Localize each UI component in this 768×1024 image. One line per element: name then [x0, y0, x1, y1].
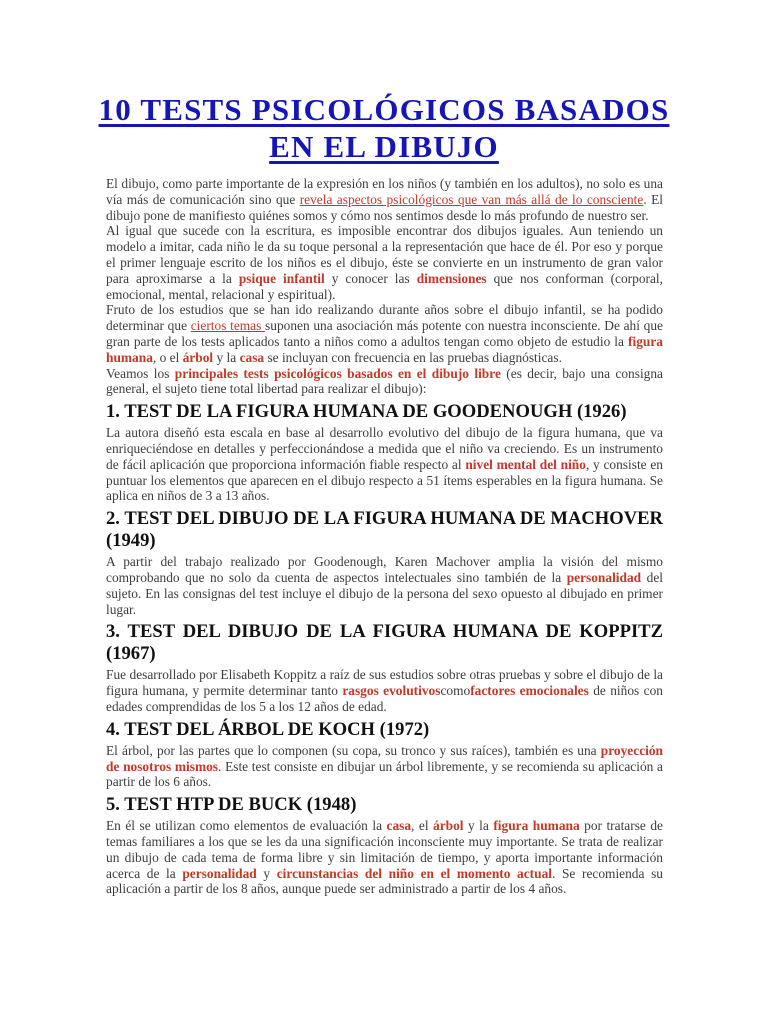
- text: . Se recomienda su aplicación a partir de los 8 años, aunque puede ser administrado a partir de los 4 años.: [106, 865, 663, 897]
- keyword-casa: casa: [239, 349, 265, 365]
- text: . Este test consiste en dibujar un árbol libremente, y se recomienda su aplicación a partir de los 6 años.: [106, 758, 663, 790]
- section-paragraph-4: [106, 743, 663, 790]
- keyword-principales-tests: principales tests psicológicos basados en el dibujo libre: [174, 365, 501, 381]
- text: y la: [463, 818, 494, 834]
- text: por tratarse de temas familiares a los que se les da una significación inconsciente muy importante. Se trata de realizar un dibujo de cada tema de forma libre y sin limitación de tiempo, y aporta importante información acerca de la: [106, 818, 663, 881]
- keyword-arbol: árbol: [182, 349, 214, 365]
- intro-paragraph-1: [106, 176, 663, 223]
- keyword-casa: casa: [386, 818, 412, 834]
- text: Fue desarrollado por Elisabeth Koppitz a raíz de sus estudios sobre otras pruebas y sobre el dibujo de la figura humana, y permite determinar tanto: [106, 667, 663, 699]
- intro-paragraph-2: [106, 223, 663, 302]
- intro-paragraph-4: [106, 366, 663, 398]
- text: del sujeto. En las consignas del test incluye el dibujo de la persona del sexo opuesto al dibujado en primer lugar.: [106, 569, 663, 617]
- text: de niños con edades comprendidas de los 5 a los 12 años de edad.: [106, 683, 663, 714]
- link-ciertos-temas[interactable]: ciertos temas: [190, 318, 266, 334]
- text: En él se utilizan como elementos de evaluación la: [106, 818, 387, 834]
- text: La autora diseñó esta escala en base al desarrollo evolutivo del dibujo de la figura humana, que va enriqueciéndose en detalles y perfeccionándose a medida que el niño va creciendo. Es un instrumento de fácil aplicación que proporciona información fiable respecto al: [106, 425, 663, 472]
- section-heading-1: 1. TEST DE LA FIGURA HUMANA DE GOODENOUGH (1926): [106, 401, 627, 423]
- text: suponen una asociación más potente con nuestra inconsciente. De ahí que gran parte de los tests aplicados tanto a niños como a adultos tengan como objeto de estudio la: [106, 318, 663, 349]
- text: A partir del trabajo realizado por Goodenough, Karen Machover amplia la visión del mismo comprobando que no solo da cuenta de aspectos intelectuales sino también de la: [106, 554, 663, 585]
- title-link-line2[interactable]: EN EL DIBUJO: [269, 129, 499, 164]
- keyword-circunstancias: circunstancias del niño en el momento actual: [276, 865, 553, 881]
- article-body: [106, 176, 663, 897]
- text: , el: [411, 818, 434, 834]
- text: que nos conforman (corporal, emocional, mental, relacional y espiritual).: [106, 270, 663, 302]
- text: Al igual que sucede con la escritura, es imposible encontrar dos dibujos iguales. Aun teniendo un modelo a imitar, cada niño le da su toque personal a la representación que hace de él. Por eso y porque el primer lenguaje escrito de los niños es el dibujo, éste se convierte en un instrumento de gran valor para aproximarse a la: [106, 223, 663, 286]
- keyword-rasgos-evolutivos: rasgos evolutivos: [342, 683, 441, 699]
- intro-paragraph-3: [106, 302, 663, 365]
- keyword-psique-infantil: psique infantil: [238, 270, 325, 286]
- link-revela-aspectos[interactable]: revela aspectos psicológicos que van más allá de lo consciente: [299, 191, 644, 207]
- keyword-proyeccion: proyección de nosotros mismos: [106, 742, 663, 774]
- section-heading-3: 3. TEST DEL DIBUJO DE LA FIGURA HUMANA DE KOPPITZ (1967): [106, 621, 663, 665]
- keyword-figura-humana: figura humana: [493, 818, 580, 834]
- section-paragraph-3: [106, 667, 663, 714]
- text: y conocer las: [324, 270, 417, 286]
- text: se incluyan con frecuencia en las pruebas diagnósticas.: [264, 349, 562, 365]
- section-heading-2: 2. TEST DEL DIBUJO DE LA FIGURA HUMANA DE MACHOVER (1949): [106, 508, 663, 552]
- section-paragraph-5: [106, 818, 663, 897]
- section-paragraph-1: [106, 425, 663, 504]
- text: (es decir, bajo una consigna general, el sujeto tiene total libertad para realizar el dibujo):: [106, 365, 663, 397]
- text: y: [256, 865, 277, 881]
- keyword-factores-emocionales: factores emocionales: [470, 683, 589, 699]
- section-paragraph-2: [106, 554, 663, 617]
- keyword-figura-humana: figura humana: [106, 333, 663, 365]
- section-heading-4: 4. TEST DEL ÁRBOL DE KOCH (1972): [106, 718, 430, 740]
- text: como: [440, 683, 471, 699]
- text: , y consiste en puntuar los elementos que aparecen en el dibujo respecto a 51 ítems esperables en la figura humana. Se aplica en niños de 3 a 13 años.: [106, 456, 663, 504]
- section-heading-5: 5. TEST HTP DE BUCK (1948): [106, 794, 357, 816]
- text: . El dibujo pone de manifiesto quiénes somos y cómo nos sentimos desde lo más profundo de nuestro ser.: [106, 191, 663, 223]
- keyword-nivel-mental: nivel mental del niño: [465, 456, 586, 472]
- text: El árbol, por las partes que lo componen (su copa, su tronco y sus raíces), también es una: [106, 742, 601, 758]
- keyword-personalidad: personalidad: [182, 865, 257, 881]
- keyword-personalidad: personalidad: [566, 569, 642, 585]
- text: , o el: [152, 349, 183, 365]
- page-title: [0, 0, 768, 165]
- title-link-line1[interactable]: 10 TESTS PSICOLÓGICOS BASADOS: [98, 92, 670, 127]
- text: Fruto de los estudios que se han ido realizando durante años sobre el dibujo infantil, se ha podido determinar que: [106, 302, 663, 334]
- keyword-arbol: árbol: [433, 818, 464, 834]
- text: Veamos los: [106, 365, 175, 381]
- text: El dibujo, como parte importante de la expresión en los niños (y también en los adultos), no solo es una vía más de comunicación sino que: [106, 176, 663, 207]
- text: y la: [213, 349, 240, 365]
- keyword-dimensiones: dimensiones: [416, 270, 487, 286]
